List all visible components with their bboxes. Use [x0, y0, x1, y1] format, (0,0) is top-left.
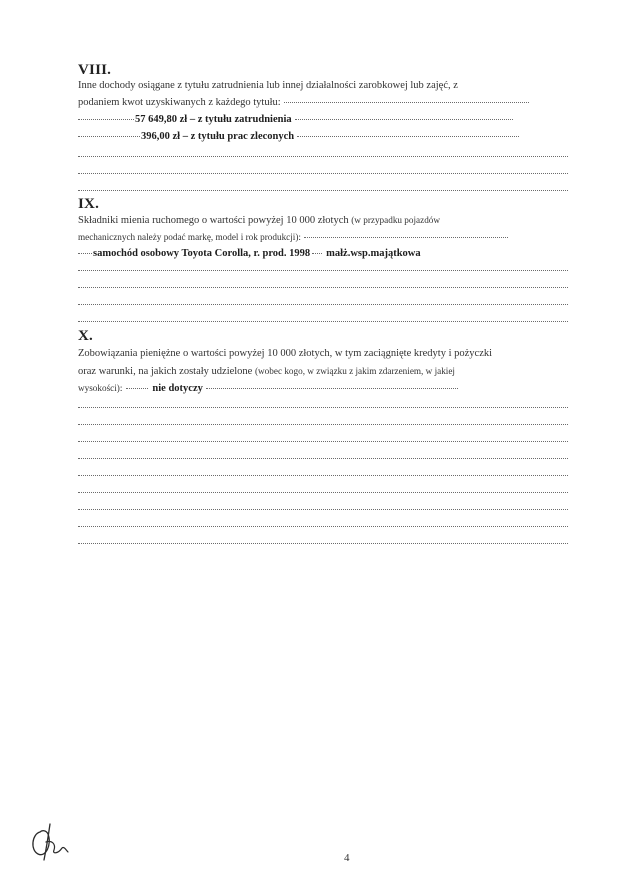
dotted-fill	[304, 236, 508, 238]
section-9-line-1-text: Składniki mienia ruchomego o wartości powyżej 10 000 złotych	[78, 215, 349, 226]
page-number: 4	[344, 852, 350, 864]
dotted-line	[78, 172, 568, 174]
section-9-line-2-text: mechanicznych należy podać markę, model i rok produkcji):	[78, 232, 301, 242]
dotted-line	[78, 491, 568, 493]
section-10-line-1: Zobowiązania pieniężne o wartości powyżej 10 000 złotych, w tym zaciągnięte kredyty i pożyczki	[78, 348, 493, 359]
section-10-line-2-note: (wobec kogo, w związku z jakim zdarzeniem, w jakiej	[254, 366, 455, 376]
dotted-line	[78, 155, 568, 157]
section-10-line-2	[78, 364, 568, 379]
dotted-line	[78, 320, 568, 322]
section-9-heading: IX.	[78, 196, 100, 212]
section-9-line-2	[78, 230, 568, 244]
section-8-line-1: Inne dochody osiągane z tytułu zatrudnienia lub innej działalności zarobkowej lub zajęć, z	[78, 80, 458, 91]
employment-income: 57 649,80 zł – z tytułu zatrudnienia	[135, 114, 292, 125]
section-8-line-2-text: podaniem kwot uzyskiwanych z każdego tytułu:	[78, 97, 281, 108]
section-10-line-3-note: wysokości):	[78, 383, 123, 393]
dotted-fill	[284, 101, 529, 103]
dotted-gap	[312, 252, 322, 254]
liabilities-value: nie dotyczy	[152, 383, 203, 394]
section-8-heading: VIII.	[78, 62, 112, 78]
dotted-lead	[78, 252, 92, 254]
dotted-lead	[126, 387, 148, 389]
dotted-fill	[206, 387, 458, 389]
dotted-line	[78, 303, 568, 305]
dotted-line	[78, 542, 568, 544]
section-9-line-1-note: (w przypadku pojazdów	[351, 215, 441, 225]
section-8-entry-1	[78, 113, 568, 127]
section-10-heading: X.	[78, 328, 93, 344]
dotted-line	[78, 189, 568, 191]
dotted-line	[78, 525, 568, 527]
section-10-entry-1	[78, 381, 568, 396]
section-10-line-2-text: oraz warunki, na jakich zostały udzielone	[78, 366, 253, 377]
dotted-lead	[78, 118, 134, 120]
marital-co-ownership: małż.wsp.majątkowa	[326, 248, 421, 259]
section-9-line-1	[78, 213, 568, 228]
dotted-line	[78, 269, 568, 271]
movable-property-vehicle: samochód osobowy Toyota Corolla, r. prod. 1998	[93, 248, 311, 259]
section-8-entry-2	[78, 130, 568, 144]
dotted-line	[78, 423, 568, 425]
dotted-line	[78, 508, 568, 510]
dotted-fill	[297, 135, 519, 137]
contract-work-income: 396,00 zł – z tytułu prac zleconych	[141, 131, 295, 142]
dotted-line	[78, 286, 568, 288]
dotted-line	[78, 474, 568, 476]
signature-initials	[26, 820, 86, 868]
dotted-lead	[78, 135, 140, 137]
section-9-entry-1	[78, 247, 568, 261]
dotted-line	[78, 457, 568, 459]
dotted-fill	[295, 118, 513, 120]
section-8-line-2	[78, 96, 568, 110]
dotted-line	[78, 406, 568, 408]
dotted-line	[78, 440, 568, 442]
